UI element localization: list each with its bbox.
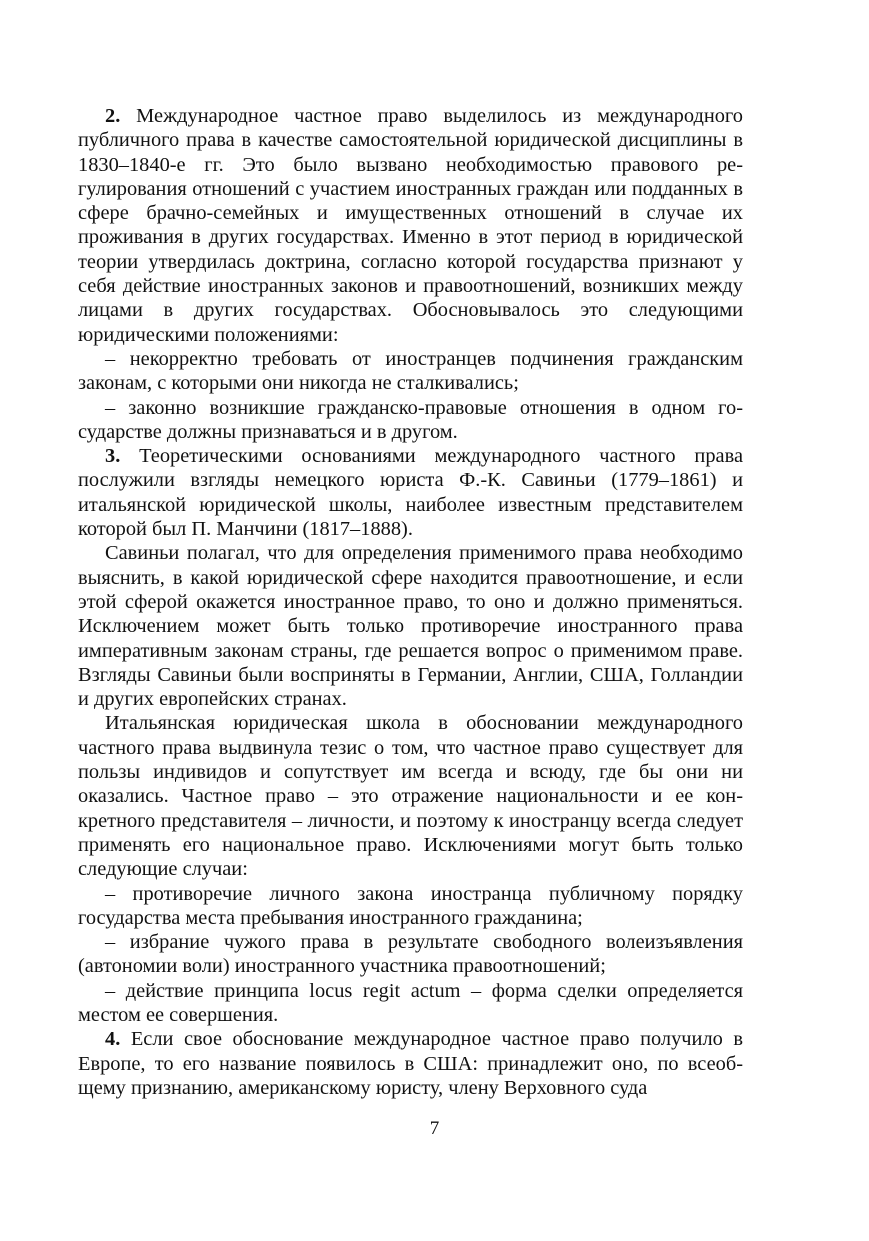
page-body <box>78 104 743 1100</box>
paragraph-text: – действие принципа locus regit actum – форма сделки определяется местом ее совершения. <box>78 979 743 1026</box>
paragraph-2 <box>78 104 743 347</box>
paragraph-text: – избрание чужого права в результате свободного волеизъявления (автономии воли) иностранного участника правоотношений; <box>78 931 743 978</box>
paragraph-text: Если свое обоснование международное частное право получило в Европе, то его название появилось в США: принадлежит оно, по всеобщему признанию, американскому юристу, члену Верховного суда <box>78 1028 743 1099</box>
paragraph-number: 2. <box>105 105 121 127</box>
paragraph-number: 3. <box>105 445 121 468</box>
paragraph-text: Савиньи полагал, что для определения применимого права необходимо выяснить, в какой юридической сфере находится правоотношение, и если этой сферой окажется иностранное право, то оно и должно применяться. Исключением может быть только противоречие иностранного права императивным законам страны, где решается вопрос о применимом праве. Взгляды Савиньи были восприняты в Германии, Англии, США, Голландии и других европейских странах. <box>78 542 743 711</box>
page-number: 7 <box>429 1118 440 1139</box>
paragraph <box>78 711 743 881</box>
paragraph-text: – противоречие личного закона иностранца публичному порядку государства места пребывания иностранного гражданина; <box>78 882 743 929</box>
list-item <box>78 930 743 979</box>
list-item <box>78 882 743 931</box>
list-item <box>78 347 743 396</box>
list-item <box>78 396 743 445</box>
paragraph-text: Итальянская юридическая школа в обосновании международного частного права выдвинула тезис о том, что частное право существует для пользы индивидов и сопутствует им всегда и всюду, где бы они ни оказались. Частное право – это отражение национальности и ее конкретного представителя – личности, и поэтому к иностранцу всегда следует применять его национальное право. Исключениями могут быть только следующие случаи: <box>78 712 743 881</box>
paragraph-number: 4. <box>105 1028 121 1051</box>
list-item <box>78 979 743 1028</box>
paragraph-text: Международное частное право выделилось из международного публичного права в качестве самостоятельной юридической дисциплины в 1830–1840-е гг. Это было вызвано необходимостью правового регулирования отношений с участием иностранных граждан или подданных в сфере брачно-семейных и имущественных отношений в случае их проживания в других государствах. Именно в этот период в юридической теории утвердилась доктрина, согласно которой государства признают у себя действие иностранных законов и правоотношений, возникших между лицами в других государствах. Обосновывалось это следующими юридическими положениями: <box>78 105 743 346</box>
paragraph-3 <box>78 444 743 541</box>
paragraph-text: – законно возникшие гражданско-правовые отношения в одном государстве должны признаваться и в другом. <box>78 396 743 443</box>
paragraph-text: Теоретическими основаниями международного частного права послужили взгляды немецкого юриста Ф.-К. Савиньи (1779–1861) и итальянской юридической школы, наиболее известным представителем которой был П. Манчини (1817–1888). <box>78 445 743 541</box>
paragraph <box>78 541 743 711</box>
paragraph-text: – некорректно требовать от иностранцев подчинения гражданским законам, с которыми они никогда не сталкивались; <box>78 347 743 395</box>
paragraph-4 <box>78 1027 743 1100</box>
